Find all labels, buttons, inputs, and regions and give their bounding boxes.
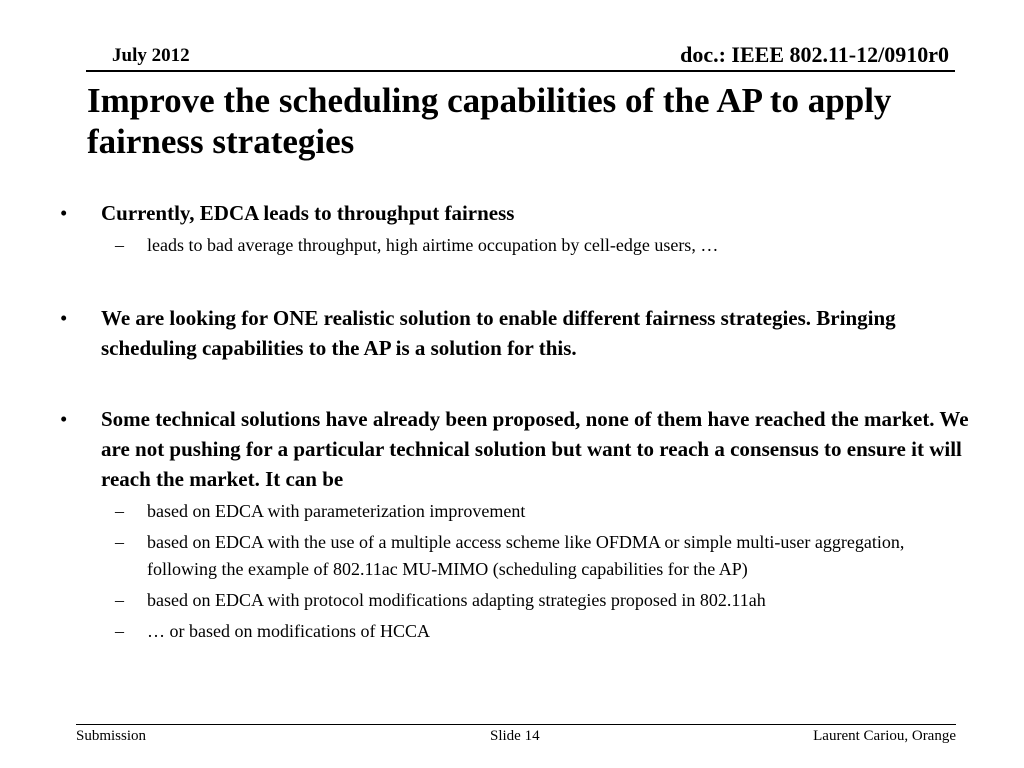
header-doc-id: doc.: IEEE 802.11-12/0910r0 (680, 42, 949, 67)
sub-bullet-item (60, 587, 970, 614)
dash-marker: – (115, 532, 124, 552)
sub-bullet-item (60, 529, 970, 583)
bullet-text: Some technical solutions have already been proposed, none of them have reached the market. We are not pushing for a particular technical solution but want to reach a consensus to ensure it will reach the market. It can be (101, 407, 969, 491)
footer-submission: Submission (76, 728, 147, 744)
bullet-marker: • (60, 407, 68, 431)
bullet-marker: • (60, 306, 68, 330)
slide-title: Improve the scheduling capabilities of the AP to apply fairness strategies (87, 81, 892, 161)
bullet-item (60, 303, 970, 363)
header-date: July 2012 (112, 45, 190, 66)
dash-marker: – (115, 235, 124, 255)
bullet-marker: • (60, 201, 68, 225)
bullet-item (60, 198, 970, 228)
sub-bullet-text: based on EDCA with parameterization improvement (147, 501, 526, 521)
sub-bullet-text: … or based on modifications of HCCA (147, 621, 430, 641)
footer-author: Laurent Cariou, Orange (813, 728, 956, 744)
bullet-text: Currently, EDCA leads to throughput fairness (101, 201, 515, 225)
sub-bullet-text: based on EDCA with the use of a multiple access scheme like OFDMA or simple multi-user aggregation, following the example of 802.11ac MU-MIMO (scheduling capabilities for the AP) (147, 532, 905, 579)
sub-bullet-item (60, 618, 970, 645)
dash-marker: – (115, 590, 124, 610)
header-divider (86, 70, 955, 72)
dash-marker: – (115, 501, 124, 521)
bullet-text: We are looking for ONE realistic solution to enable different fairness strategies. Bringing scheduling capabilities to the AP is a solution for this. (101, 306, 896, 360)
footer-divider (76, 724, 956, 725)
sub-bullet-text: based on EDCA with protocol modifications adapting strategies proposed in 802.11ah (147, 590, 766, 610)
dash-marker: – (115, 621, 124, 641)
sub-bullet-item (60, 232, 970, 259)
bullet-item (60, 404, 970, 494)
slide-body (60, 198, 970, 645)
footer-slide-number: Slide 14 (490, 728, 540, 744)
sub-bullet-text: leads to bad average throughput, high airtime occupation by cell-edge users, … (147, 235, 719, 255)
sub-bullet-item (60, 498, 970, 525)
